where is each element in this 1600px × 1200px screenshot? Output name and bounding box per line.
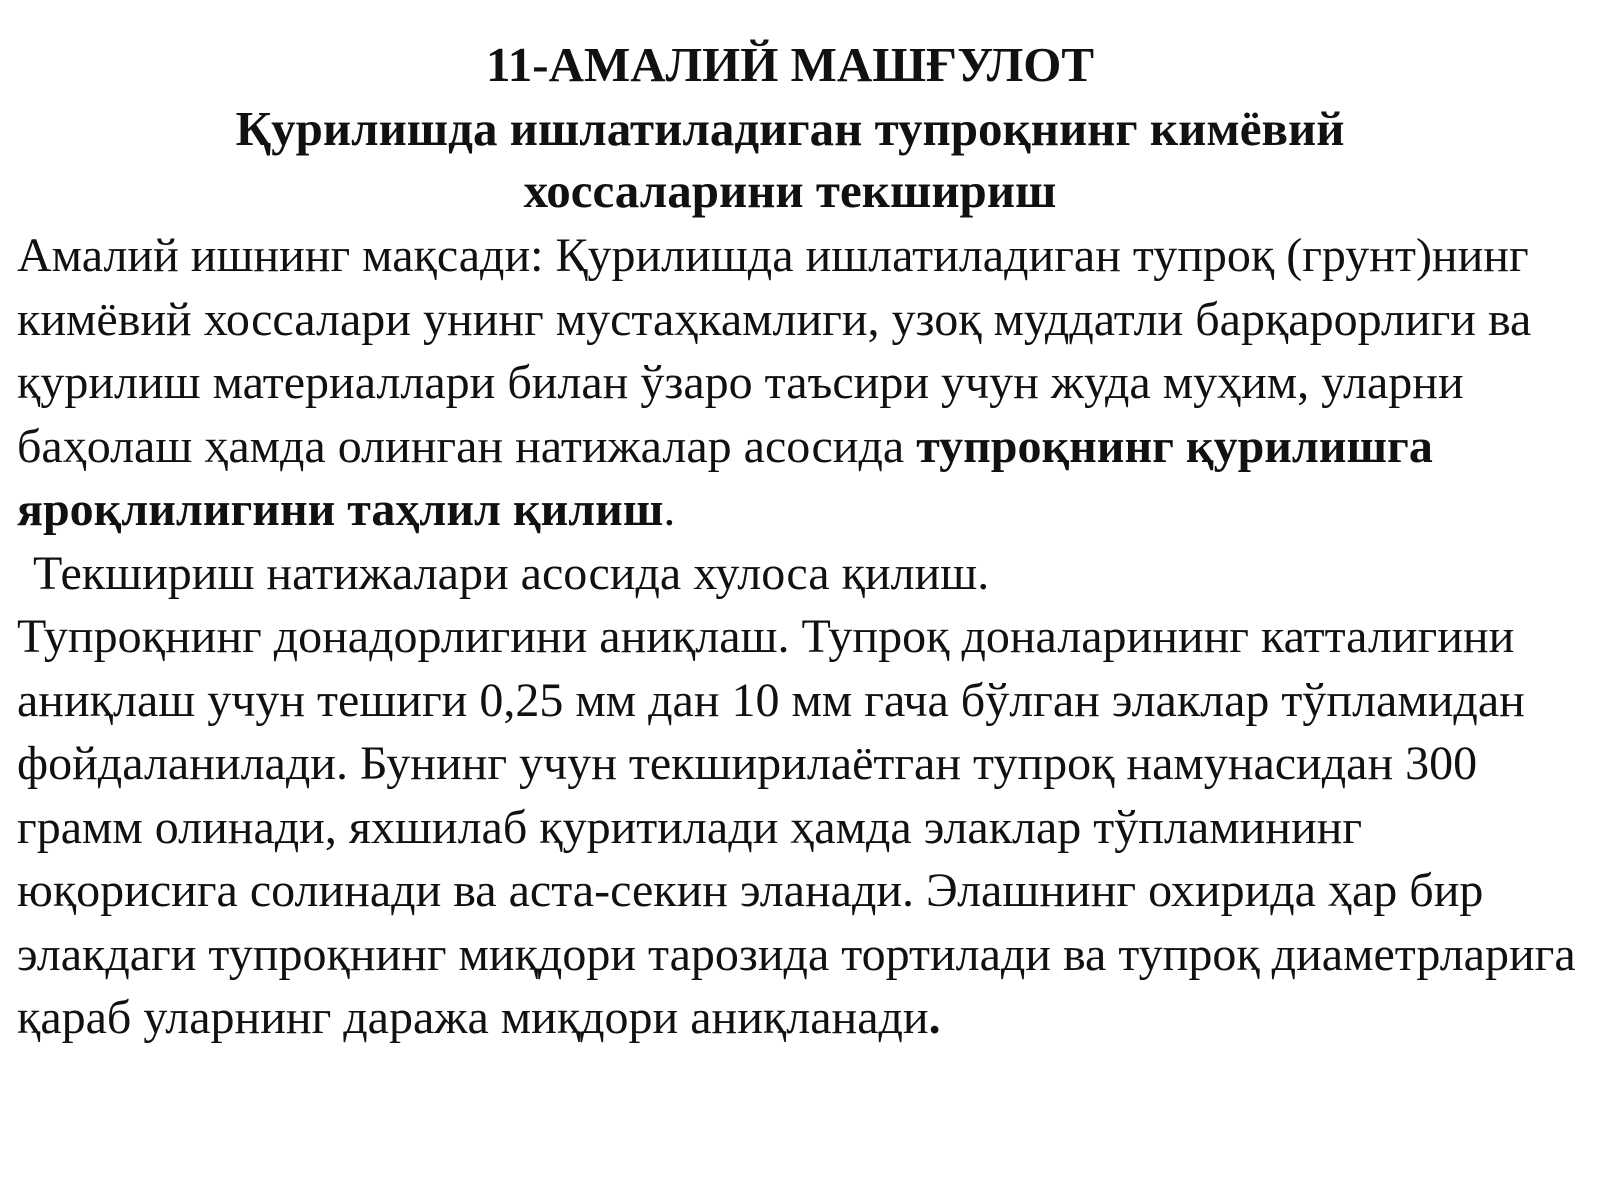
purpose-bold-text: тупроқнинг қурилишга яроқлилигини таҳлил қилиш <box>17 419 1433 536</box>
granularity-end: . <box>928 991 941 1044</box>
purpose-paragraph <box>17 224 1587 542</box>
conclusion-paragraph: Текшириш натижалари асосида хулоса қилиш. <box>33 546 990 600</box>
page-title: 11-АМАЛИЙ МАШҒУЛОТ <box>485 37 1095 92</box>
document-body <box>17 224 1587 1050</box>
purpose-text: Амалий ишнинг мақсади: Қурилишда ишлатиладиган тупроқ (грунт)нинг кимёвий хоссалари унинг мустаҳкамлиги, узоқ муддатли барқарорлиги ва қурилиш материаллари билан ўзаро таъсири учун жуда муҳим, уларни баҳолаш ҳамда олинган натижалар асосида <box>17 229 1532 473</box>
page-subtitle-line-2: хоссаларини текшириш <box>523 163 1057 218</box>
granularity-paragraph <box>17 605 1587 1050</box>
granularity-text: Тупроқнинг донадорлигини аниқлаш. Тупроқ доналарининг катталигини аниқлаш учун тешиги 0,25 мм дан 10 мм гача бўлган элаклар тўпламидан фойдаланилади. Бунинг учун текширилаётган тупроқ намунасидан 300 грамм олинади, яхшилаб қуритилади ҳамда элаклар тўпламининг юқорисига солинади ва аста-секин эланади. Элашнинг охирида ҳар бир элакдаги тупроқнинг миқдори тарозида тортилади ва тупроқ диаметрларига қараб уларнинг даража миқдори аниқланади <box>17 610 1576 1044</box>
purpose-end: . <box>663 483 676 536</box>
page-subtitle-line-1: Қурилишда ишлатиладиган тупроқнинг кимёвий <box>235 101 1345 156</box>
